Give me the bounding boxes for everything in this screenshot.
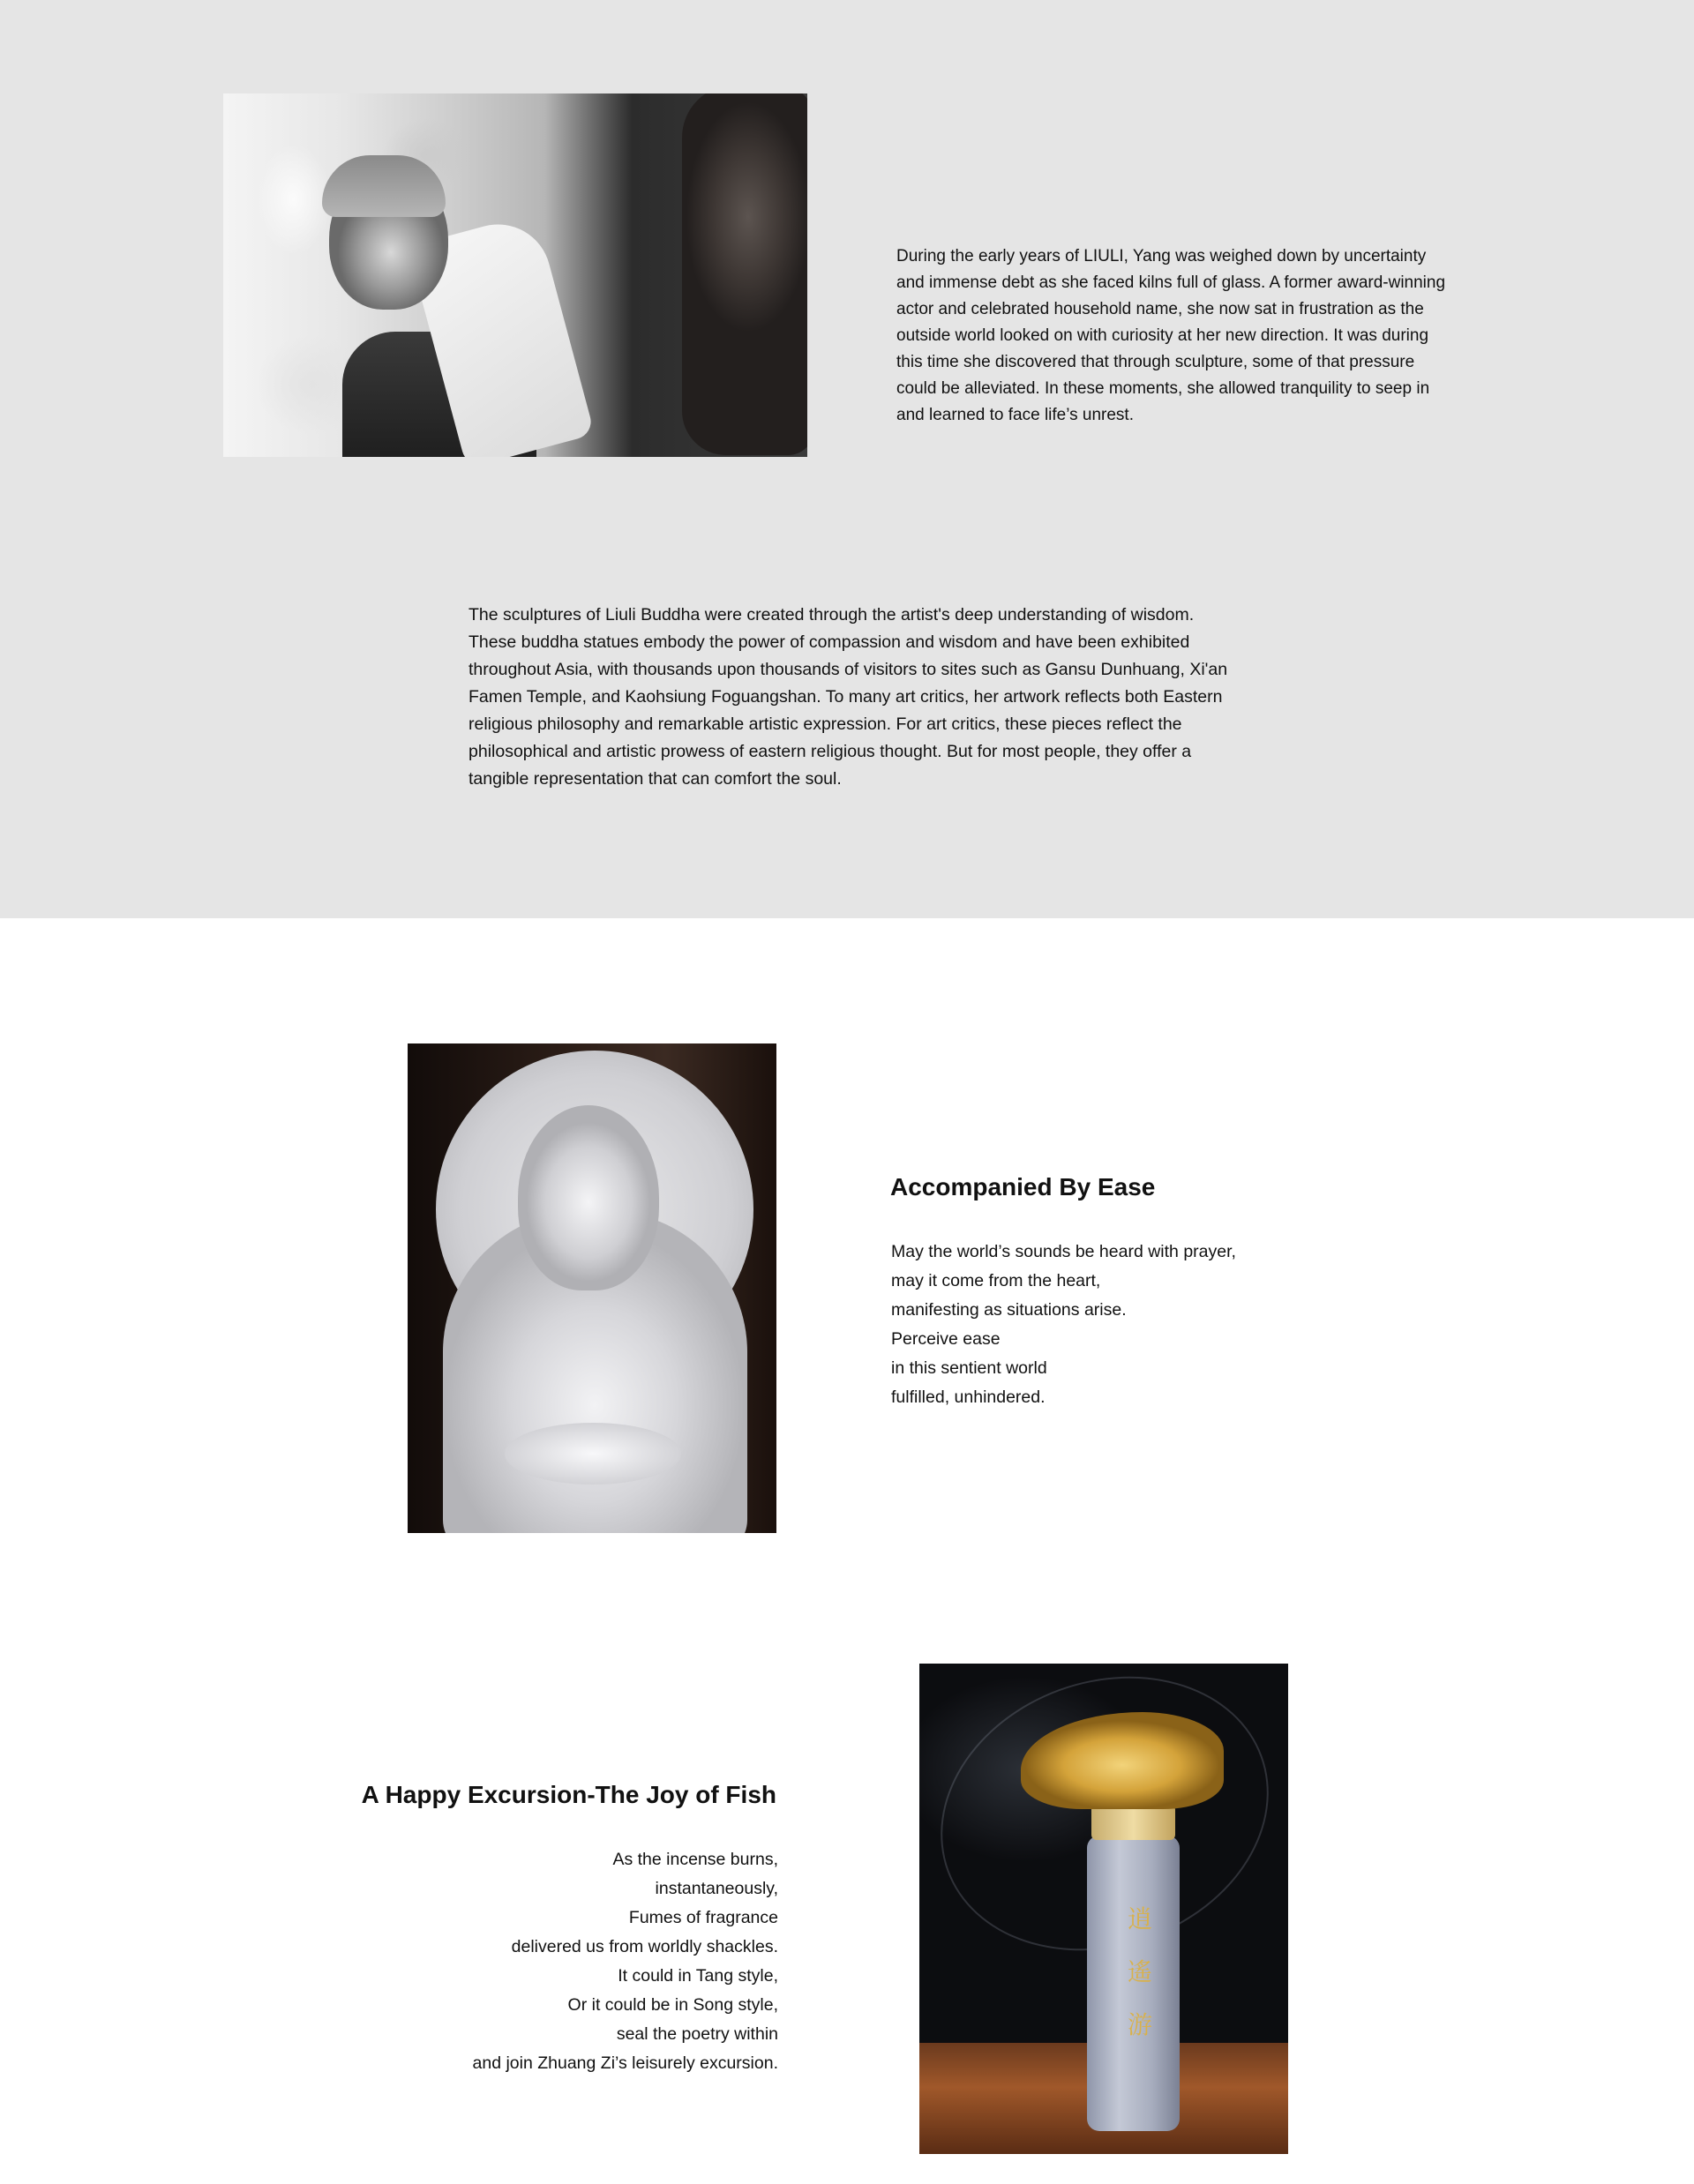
product-1-poem xyxy=(891,1238,1332,1412)
intro-paragraph-2: The sculptures of Liuli Buddha were created through the artist's deep understanding of wisdom. These buddha statues embody the power of compassion and wisdom and have been exhibited throughout Asia, with thousands upon thousands of visitors to sites such as Gansu Dunhuang, Xi'an Famen Temple, and Kaohsiung Foguangshan. To many art critics, her artwork reflects both Eastern religious philosophy and remarkable artistic expression. For art critics, these pieces reflect the philosophical and artistic prowess of eastern religious thought. But for most people, they offer a tangible representation that can comfort the soul. xyxy=(468,605,1228,789)
intro-paragraph-1: During the early years of LIULI, Yang was weighed down by uncertainty and immense debt as she faced kilns full of glass. A former award-winning actor and celebrated household name, she now sat in frustration as the outside world looked on with curiosity at her new direction. It was during this time she discovered that through sculpture, some of that pressure could be alleviated. In these moments, she allowed tranquility to seep in and learned to face life’s unrest. xyxy=(896,247,1446,424)
photo-figure-head xyxy=(518,1105,659,1290)
photo-statue-face xyxy=(682,93,807,455)
poem-line: in this sentient world xyxy=(891,1358,1047,1378)
product-1-title: Accompanied By Ease xyxy=(890,1173,1156,1200)
poem-line: It could in Tang style, xyxy=(618,1966,778,1986)
photo-bottle-neck xyxy=(1091,1805,1175,1840)
poem-line: Or it could be in Song style, xyxy=(567,1995,778,2015)
poem-line: Perceive ease xyxy=(891,1329,1001,1349)
product-2-poem xyxy=(0,1845,778,2078)
poem-line: may it come from the heart, xyxy=(891,1271,1101,1290)
bottle-calligraphy: 逍遙游 xyxy=(1128,1904,1153,2039)
photo-figure-hands xyxy=(505,1423,681,1485)
product-2-title: A Happy Excursion-The Joy of Fish xyxy=(361,1781,776,1808)
poem-line: and join Zhuang Zi’s leisurely excursion. xyxy=(472,2053,778,2073)
poem-line: fulfilled, unhindered. xyxy=(891,1387,1046,1407)
artist-sculpting-photo xyxy=(223,93,807,457)
poem-line: seal the poetry within xyxy=(616,2024,778,2044)
poem-line: delivered us from worldly shackles. xyxy=(511,1937,778,1956)
poem-line: manifesting as situations arise. xyxy=(891,1300,1127,1320)
guanyin-sculpture-photo xyxy=(408,1043,776,1533)
poem-line: As the incense burns, xyxy=(612,1850,778,1869)
incense-bottle-photo xyxy=(919,1664,1288,2154)
poem-line: instantaneously, xyxy=(655,1879,778,1898)
photo-artist-scarf xyxy=(322,155,446,217)
poem-line: Fumes of fragrance xyxy=(628,1908,778,1927)
poem-line: May the world’s sounds be heard with prayer, xyxy=(891,1242,1236,1261)
intro-section xyxy=(0,0,1694,918)
